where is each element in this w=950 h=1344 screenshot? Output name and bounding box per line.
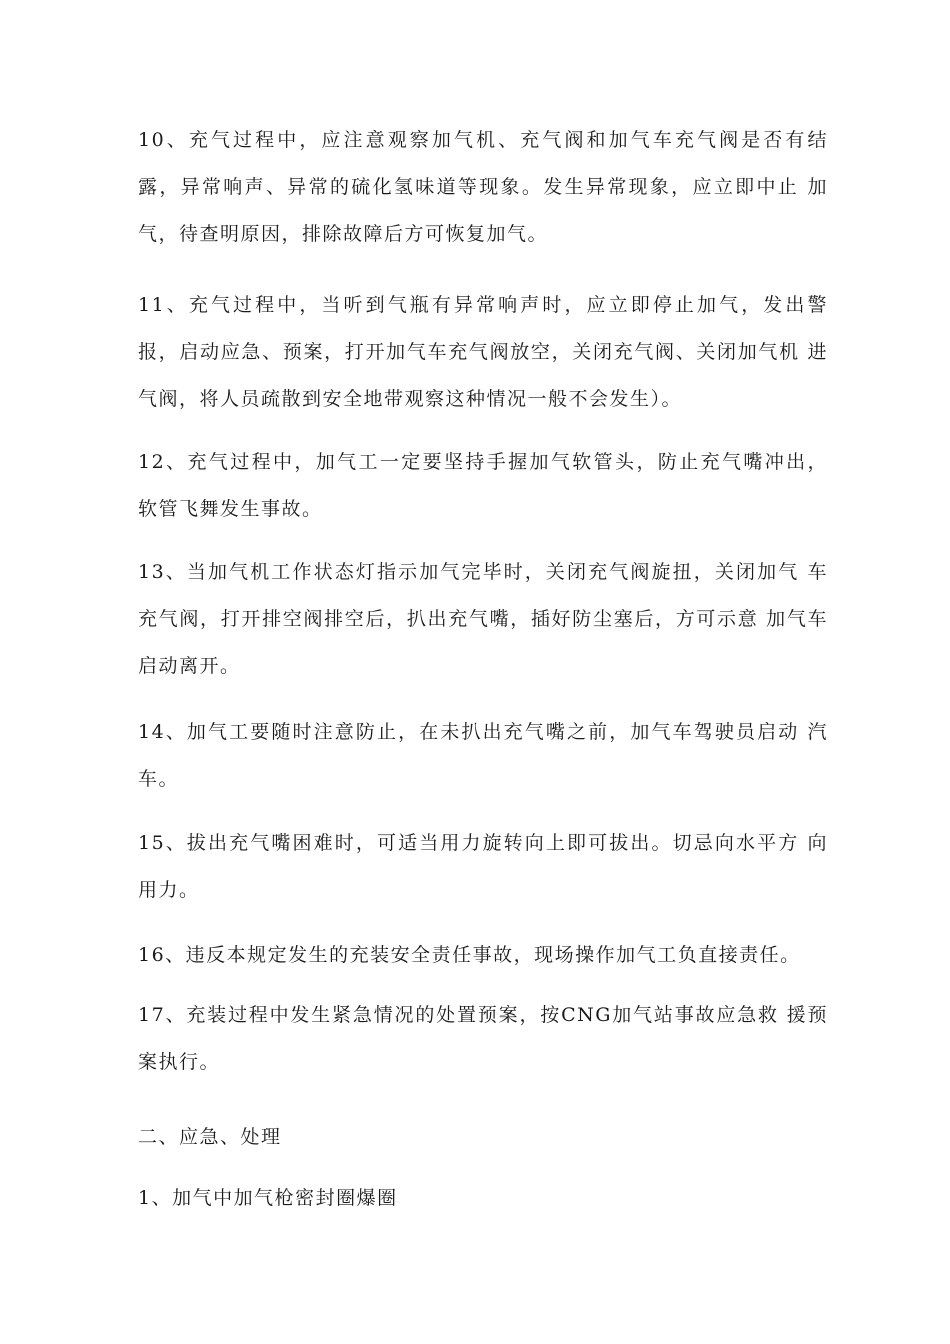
paragraph-item-17: 17、充装过程中发生紧急情况的处置预案，按CNG加气站事故应急救 援预案执行。 [138,1004,828,1073]
paragraph-item-14: 14、加气工要随时注意防止，在未扒出充气嘴之前，加气车驾驶员启动 汽车。 [138,721,828,790]
paragraph-item-16: 16、违反本规定发生的充装安全责任事故，现场操作加气工负直接责任。 [138,944,801,966]
paragraph-item-13: 13、当加气机工作状态灯指示加气完毕时，关闭充气阀旋扭，关闭加气 车充气阀，打开排空阀排空后，扒出充气嘴，插好防尘塞后，方可示意 加气车启动离开。 [138,561,828,677]
section-heading: 二、应急、处理 [138,1126,282,1148]
paragraph-item-15: 15、拔出充气嘴困难时，可适当用力旋转向上即可拔出。切忌向水平方 向用力。 [138,832,828,901]
paragraph-item-12: 12、充气过程中，加气工一定要坚持手握加气软管头，防止充气嘴冲出， 软管飞舞发生事故。 [138,451,828,520]
subsection-heading: 1、加气中加气枪密封圈爆圈 [138,1187,398,1209]
paragraph-item-11: 11、充气过程中，当听到气瓶有异常响声时，应立即停止加气，发出警 报，启动应急、预案，打开加气车充气阀放空，关闭充气阀、关闭加气机 进气阀，将人员疏散到安全地带观察这种情况一般不会发生）。 [138,294,828,410]
paragraph-item-10: 10、充气过程中，应注意观察加气机、充气阀和加气车充气阀是否有结 露，异常响声、异常的硫化氢味道等现象。发生异常现象，应立即中止 加气，待查明原因，排除故障后方可恢复加气。 [138,129,828,245]
